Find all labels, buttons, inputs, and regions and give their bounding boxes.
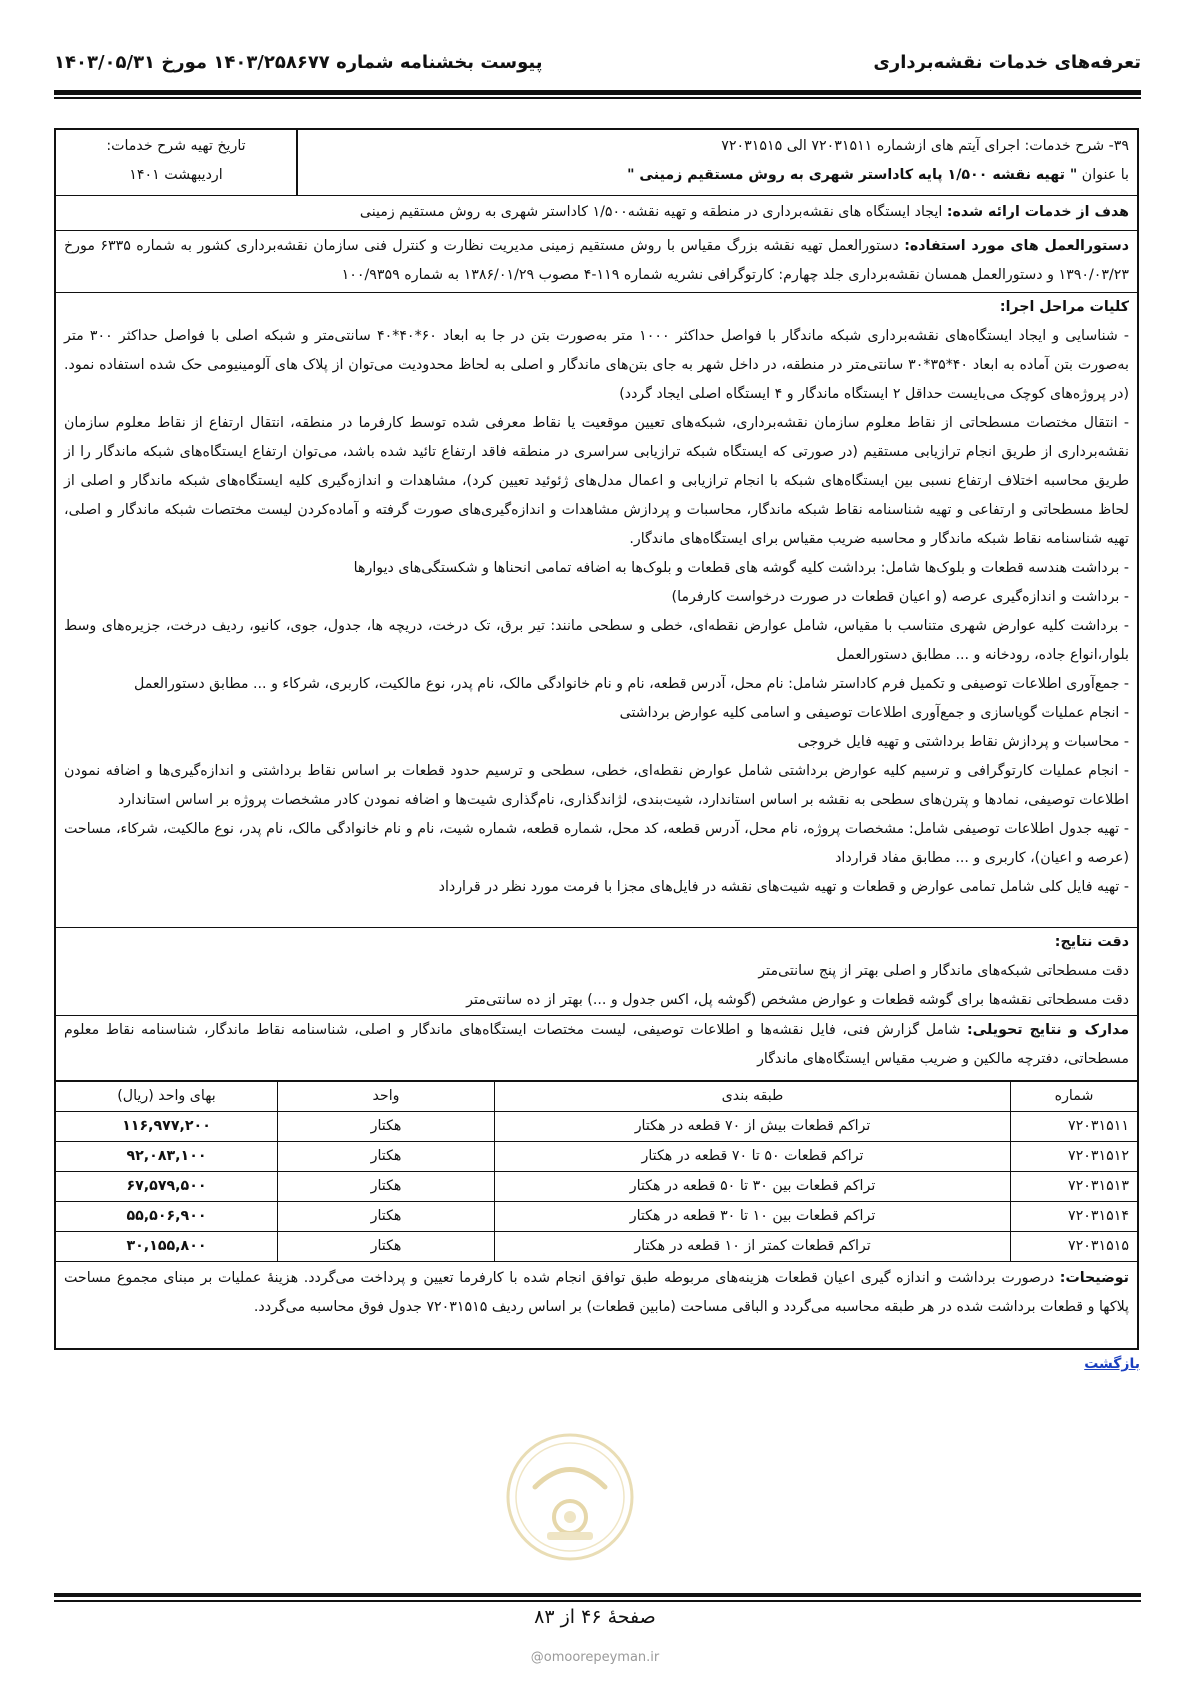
row-unit: هکتار (278, 1142, 495, 1172)
accuracy-label: دقت نتایج: (1054, 934, 1129, 950)
page-number: صفحهٔ ۴۶ از ۸۳ (534, 1606, 656, 1628)
header-title: تعرفه‌های خدمات نقشه‌برداری (873, 52, 1141, 73)
table-row (56, 1232, 1137, 1262)
goal-label: هدف از خدمات ارائه شده: (946, 204, 1129, 220)
row-class: تراکم قطعات ۵۰ تا ۷۰ قطعه در هکتار (495, 1142, 1011, 1172)
footer-rule-thick (54, 1593, 1141, 1597)
accuracy-line-1: دقت مسطحاتی شبکه‌های ماندگار و اصلی بهتر از پنج سانتی‌متر (758, 963, 1129, 979)
service-title (296, 130, 1137, 195)
footer-rule-thin (54, 1600, 1141, 1602)
deliverables-text: شامل گزارش فنی، فایل نقشه‌ها و اطلاعات توصیفی، لیست مختصات ایستگاه‌های ماندگار و اصلی، شناسنامه نقاط ماندگار، شناسنامه نقاط معلوم مسطحاتی، دفترچه مالکین و ضریب مقیاس ایستگاه‌های ماندگار (64, 1022, 1129, 1067)
service-date-cell (56, 130, 296, 195)
row-price: ۶۷,۵۷۹,۵۰۰ (56, 1172, 278, 1202)
deliverables-label: مدارک و نتایج تحویلی: (966, 1022, 1129, 1038)
service-line-2 (306, 161, 1129, 190)
deliverables-paragraph (64, 1016, 1129, 1074)
step-item: - تهیه فایل کلی شامل تمامی عوارض و قطعات و تهیه شیت‌های نقشه در فایل‌های مجزا با فرمت مورد نظر در قرارداد (438, 879, 1129, 895)
service-date-label: تاریخ تهیه شرح خدمات: (106, 138, 246, 154)
row-class: تراکم قطعات کمتر از ۱۰ قطعه در هکتار (495, 1232, 1011, 1262)
row-unit: هکتار (278, 1112, 495, 1142)
notes-paragraph (64, 1264, 1129, 1322)
step-item: - انجام عملیات گویاسازی و جمع‌آوری اطلاعات توصیفی و اسامی کلیه عوارض برداشتی (619, 705, 1129, 721)
header-circular: پیوست بخشنامه شماره ۱۴۰۳/۲۵۸۶۷۷ مورخ ۱۴۰۳/۰۵/۳۱ (54, 52, 543, 73)
price-table (56, 1081, 1137, 1262)
row-unit: هکتار (278, 1202, 495, 1232)
back-link[interactable]: بازگشت (1084, 1356, 1140, 1372)
row-price: ۳۰,۱۵۵,۸۰۰ (56, 1232, 278, 1262)
row-unit: هکتار (278, 1172, 495, 1202)
steps-section (56, 293, 1137, 928)
page-header (54, 52, 1141, 94)
row-class: تراکم قطعات بیش از ۷۰ قطعه در هکتار (495, 1112, 1011, 1142)
table-row (56, 1142, 1137, 1172)
header-price: بهای واحد (ریال) (56, 1082, 278, 1112)
service-line-1: ۳۹- شرح خدمات: اجرای آیتم های ازشماره ۷۲۰۳۱۵۱۱ الی ۷۲۰۳۱۵۱۵ (721, 138, 1129, 154)
header-class: طبقه بندی (495, 1082, 1011, 1112)
price-table-header (56, 1082, 1137, 1112)
row-code: ۷۲۰۳۱۵۱۳ (1011, 1172, 1138, 1202)
standards-section (56, 231, 1137, 293)
row-price: ۱۱۶,۹۷۷,۲۰۰ (56, 1112, 278, 1142)
step-item: - انجام عملیات کارتوگرافی و ترسیم کلیه عوارض برداشتی شامل عوارض نقطه‌ای، خطی، سطحی و ترسیم حدود قطعات بر اساس نقاط برداشتی و اندازه‌گیری‌ها و اضافه نمودن اطلاعات توصیفی، نمادها و پترن‌های سطحی به نقشه بر اساس استاندارد، شیت‌بندی، لژاندگذاری، نام‌گذاری شیت‌ها و اضافه نمودن کادر مشخصات پروژه بر اساس استاندارد (64, 763, 1129, 808)
row-code: ۷۲۰۳۱۵۱۲ (1011, 1142, 1138, 1172)
service-document (54, 128, 1139, 1350)
header-rule-thick (54, 90, 1141, 95)
row-unit: هکتار (278, 1232, 495, 1262)
step-item: - جمع‌آوری اطلاعات توصیفی و تکمیل فرم کاداستر شامل: نام محل، آدرس قطعه، نام و نام خانوادگی مالک، نام پدر، نوع مالکیت، کاربری، شرکاء و ... مطابق دستورالعمل (133, 676, 1129, 692)
service-line-2-prefix: با عنوان (1081, 167, 1129, 183)
standards-line-1 (64, 232, 1129, 261)
step-item: - محاسبات و پردازش نقاط برداشتی و تهیه فایل خروجی (797, 734, 1129, 750)
service-title-row (56, 130, 1137, 196)
step-item: - برداشت و اندازه‌گیری عرصه (و اعیان قطعات در صورت درخواست کارفرما) (671, 589, 1129, 605)
goal-text: ایجاد ایستگاه های نقشه‌برداری در منطقه و تهیه نقشه۱/۵۰۰ کاداستر شهری به روش مستقیم زمینی (359, 204, 943, 220)
service-line-2-title: " تهیه نقشه ۱/۵۰۰ پایه کاداستر شهری به روش مستقیم زمینی " (627, 167, 1078, 183)
notes-label: توضیحات: (1059, 1270, 1130, 1286)
table-row (56, 1202, 1137, 1232)
row-price: ۵۵,۵۰۶,۹۰۰ (56, 1202, 278, 1232)
watermark: @omoorepeyman.ir (530, 1650, 660, 1665)
notes-text: درصورت برداشت و اندازه گیری اعیان قطعات هزینه‌های مربوطه طبق توافق انجام شده با کارفرما تعیین و پرداخت می‌گردد. هزینهٔ عملیات بر مبنای مجموع مساحت پلاکها و قطعات برداشت شده در هر طبقه محاسبه می‌گردد و الباقی مساحت (مابین قطعات) بر اساس ردیف ۷۲۰۳۱۵۱۵ جدول فوق محاسبه می‌گردد. (64, 1270, 1129, 1315)
accuracy-line-2: دقت مسطحاتی نقشه‌ها برای گوشه قطعات و عوارض مشخص (گوشه پل، اکس جدول و ...) بهتر از ده سانتی‌متر (466, 992, 1129, 1008)
goal-section (56, 196, 1137, 231)
row-price: ۹۲,۰۸۳,۱۰۰ (56, 1142, 278, 1172)
table-row (56, 1172, 1137, 1202)
standards-line-2: ۱۳۹۰/۰۳/۲۳ و دستورالعمل همسان نقشه‌برداری جلد چهارم: کارتوگرافی نشریه شماره ۱۱۹-۴ مصوب ۱۳۸۶/۰۱/۲۹ به شماره ۱۰۰/۹۳۵۹ (341, 267, 1129, 283)
standards-label: دستورالعمل های مورد استفاده: (904, 238, 1129, 254)
header-unit: واحد (278, 1082, 495, 1112)
row-class: تراکم قطعات بین ۳۰ تا ۵۰ قطعه در هکتار (495, 1172, 1011, 1202)
step-item: - شناسایی و ایجاد ایستگاه‌های نقشه‌برداری شبکه ماندگار با فواصل حداکثر ۱۰۰۰ متر به‌صورت بتن در جا به ابعاد ۶۰*۴۰*۴۰ سانتی‌متر و شبکه اصلی با فواصل حداکثر ۳۰۰ متر به‌صورت بتن آماده به ابعاد ۴۰*۳۵*۳۰ سانتی‌متر در منطقه، در داخل شهر به جای بتن‌های ماندگار و اصلی به لحاظ محدودیت می‌توان از پلاک های آلومینیومی حک شده استفاده نمود. (در پروژه‌های کوچک می‌بایست حداقل ۲ ایستگاه ماندگار و ۴ ایستگاه اصلی ایجاد گردد) (64, 328, 1130, 402)
row-class: تراکم قطعات بین ۱۰ تا ۳۰ قطعه در هکتار (495, 1202, 1011, 1232)
row-code: ۷۲۰۳۱۵۱۱ (1011, 1112, 1138, 1142)
deliverables-section (56, 1016, 1137, 1081)
step-item: - انتقال مختصات مسطحاتی از نقاط معلوم سازمان نقشه‌برداری، شبکه‌های تعیین موقعیت یا نقاط معرفی شده توسط کارفرما در منطقه، انتقال ارتفاع از نقاط معلوم سازمان نقشه‌برداری از طریق انجام ترازیابی مستقیم (در صورتی که ایستگاه شبکه ترازیابی سراسری در منطقه فاقد ارتفاع تائید شده باشد، می‌توان ارتفاع ایستگاه‌های شبکه ماندگار را از طریق محاسبه اختلاف ارتفاع نسبی بین ایستگاه‌های شبکه با انجام ترازیابی و اعمال مدل‌های ژئوئید تعیین کرد)، مشاهدات و اندازه‌گیری کلیه ایستگاه‌های شبکه ماندگار و اصلی از لحاظ مسطحاتی و ارتفاعی و تهیه شناسنامه نقاط شبکه ماندگار، محاسبات و پردازش مشاهدات و اندازه‌گیری‌های صورت گرفته و آماده‌کردن لیست مختصات شبکه ماندگار و اصلی، تهیه شناسنامه نقاط شبکه ماندگار و محاسبه ضریب مقیاس برای ایستگاه‌های ماندگار. (64, 415, 1129, 547)
steps-label: کلیات مراحل اجرا: (999, 299, 1129, 315)
standards-text-1: دستورالعمل تهیه نقشه بزرگ مقیاس با روش مستقیم زمینی مدیریت نظارت و کنترل فنی سازمان نقشه‌برداری کشور به شماره ۶۳۳۵ مورخ (64, 238, 899, 254)
row-code: ۷۲۰۳۱۵۱۵ (1011, 1232, 1138, 1262)
step-item: - برداشت کلیه عوارض شهری متناسب با مقیاس، شامل عوارض نقطه‌ای، خطی و سطحی مانند: تیر برق، تک درخت، دریچه ها، جدول، جوی، کانیو، ردیف درخت، جزیره‌های وسط بلوار،انواع جاده، رودخانه و ... مطابق دستورالعمل (64, 618, 1129, 663)
seal-logo-icon (505, 1432, 635, 1562)
accuracy-section (56, 928, 1137, 1016)
step-item: - برداشت هندسه قطعات و بلوک‌ها شامل: برداشت کلیه گوشه های قطعات و بلوک‌ها به اضافه تمامی انحناها و شکستگی‌های دیوارها (353, 560, 1129, 576)
step-item: - تهیه جدول اطلاعات توصیفی شامل: مشخصات پروژه، نام محل، آدرس قطعه، کد محل، شماره قطعه، شماره شیت، نام و نام خانوادگی مالک، نام پدر، نوع مالکیت، شرکاء، مساحت (عرصه و اعیان)، کاربری و ... مطابق مفاد قرارداد (64, 821, 1129, 866)
table-row (56, 1112, 1137, 1142)
service-date-value: اردیبهشت ۱۴۰۱ (129, 167, 223, 183)
row-code: ۷۲۰۳۱۵۱۴ (1011, 1202, 1138, 1232)
header-rule-thin (54, 97, 1141, 99)
header-code: شماره (1011, 1082, 1138, 1112)
notes-section (56, 1262, 1137, 1324)
